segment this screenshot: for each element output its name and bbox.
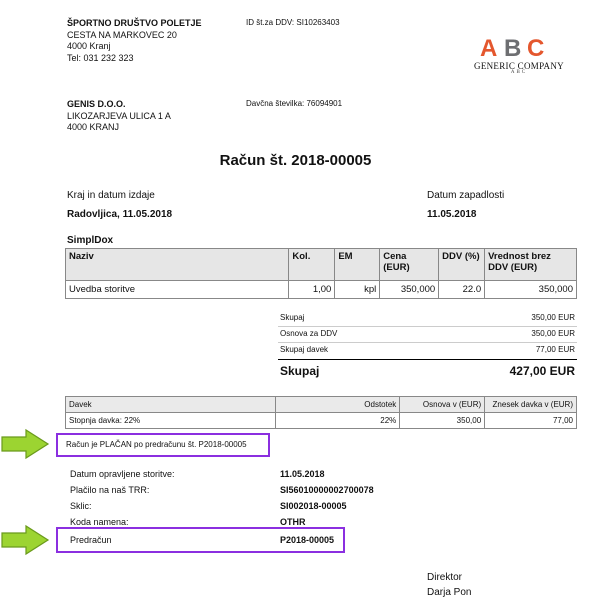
item-unit: kpl xyxy=(335,281,380,299)
tax-col-osnova: Osnova v (EUR) xyxy=(400,397,485,413)
place-date-label: Kraj in datum izdaje xyxy=(67,190,155,201)
issuer-phone: Tel: 031 232 323 xyxy=(67,52,134,63)
logo-tagline: ABC xyxy=(510,70,528,75)
grand-total-label: Skupaj xyxy=(280,364,320,378)
item-price: 350,000 xyxy=(380,281,439,299)
logo-company-name: GENERIC COMPANY xyxy=(474,61,564,71)
total-row xyxy=(278,311,577,327)
total-tax-label: Skupaj davek xyxy=(280,345,329,354)
item-qty: 1,00 xyxy=(289,281,335,299)
place-date: Radovljica, 11.05.2018 xyxy=(67,209,173,220)
detail-label: Sklic: xyxy=(70,501,92,511)
table-row xyxy=(66,281,577,299)
signature-role: Direktor xyxy=(427,572,463,583)
total-tax-value: 77,00 EUR xyxy=(535,345,575,354)
col-cena: Cena (EUR) xyxy=(380,249,439,281)
vat-base-row xyxy=(278,327,577,343)
total-value: 350,00 EUR xyxy=(531,313,575,322)
tax-rate: 22% xyxy=(275,413,400,429)
buyer-name: GENIS D.O.O. xyxy=(67,99,126,109)
detail-label: Koda namena: xyxy=(70,517,129,527)
total-tax-row xyxy=(278,343,577,358)
logo-letter-a: A xyxy=(480,35,498,62)
grand-total-value: 427,00 EUR xyxy=(509,364,575,378)
tax-base: 350,00 xyxy=(400,413,485,429)
col-em: EM xyxy=(335,249,380,281)
vat-base-label: Osnova za DDV xyxy=(280,329,338,338)
buyer-block xyxy=(67,99,171,134)
issuer-name: ŠPORTNO DRUŠTVO POLETJE xyxy=(67,18,202,28)
detail-value: SI002018-00005 xyxy=(280,501,347,511)
detail-label: Datum opravljene storitve: xyxy=(70,469,175,479)
col-vrednost: Vrednost brez DDV (EUR) xyxy=(485,249,577,281)
proforma-value: P2018-00005 xyxy=(280,535,335,545)
tax-col-davek: Davek xyxy=(66,397,276,413)
logo-letter-b: B xyxy=(504,35,522,62)
col-ddv: DDV (%) xyxy=(439,249,485,281)
due-label: Datum zapadlosti xyxy=(427,190,505,201)
tax-col-znesek: Znesek davka v (EUR) xyxy=(485,397,577,413)
tax-rate-label: Stopnja davka: 22% xyxy=(66,413,276,429)
col-naziv: Naziv xyxy=(66,249,289,281)
items-header-row xyxy=(66,249,577,281)
buyer-address: LIKOZARJEVA ULICA 1 A xyxy=(67,110,171,121)
total-label: Skupaj xyxy=(280,313,305,322)
table-row xyxy=(66,413,577,429)
grand-total-row xyxy=(278,359,577,380)
invoice-title: Račun št. 2018-00005 xyxy=(219,152,372,169)
items-table xyxy=(65,248,577,299)
vat-base-value: 350,00 EUR xyxy=(531,329,575,338)
arrow-icon xyxy=(0,428,50,460)
logo-letter-c: C xyxy=(527,35,545,62)
buyer-tax-no: Davčna številka: 76094901 xyxy=(246,99,343,108)
detail-label: Plačilo na naš TRR: xyxy=(70,485,150,495)
signature-name: Darja Pon xyxy=(427,587,472,598)
tax-header-row xyxy=(66,397,577,413)
tax-col-odstotek: Odstotek xyxy=(275,397,400,413)
buyer-city: 4000 KRANJ xyxy=(67,122,120,132)
tax-amount: 77,00 xyxy=(485,413,577,429)
proforma-label: Predračun xyxy=(70,535,112,545)
issuer-city: 4000 Kranj xyxy=(67,41,111,51)
vat-id: ID št.za DDV: SI10263403 xyxy=(246,18,340,27)
tax-table xyxy=(65,396,577,429)
due-date: 11.05.2018 xyxy=(427,209,477,220)
arrow-icon xyxy=(0,524,50,556)
issuer-address: CESTA NA MARKOVEC 20 xyxy=(67,29,177,40)
item-value: 350,000 xyxy=(485,281,577,299)
issuer-block xyxy=(67,18,202,64)
detail-value: OTHR xyxy=(280,517,306,527)
detail-value: SI56010000002700078 xyxy=(280,485,374,495)
item-name: Uvedba storitve xyxy=(66,281,289,299)
section-title: SimplDox xyxy=(67,235,114,246)
item-vat: 22.0 xyxy=(439,281,485,299)
detail-value: 11.05.2018 xyxy=(280,469,325,479)
payment-note: Račun je PLAČAN po predračunu št. P2018-00005 xyxy=(66,440,247,449)
col-kol: Kol. xyxy=(289,249,335,281)
